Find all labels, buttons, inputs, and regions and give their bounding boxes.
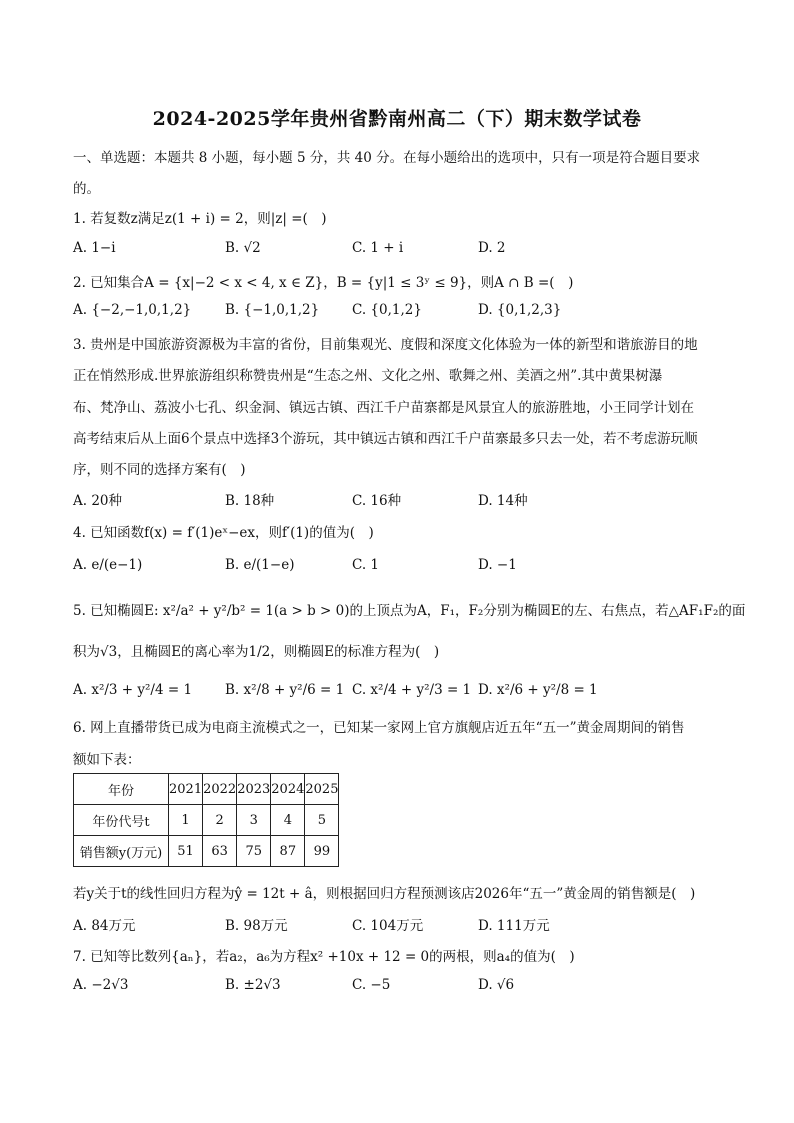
table-cell: 2 xyxy=(203,805,237,836)
table-cell: 3 xyxy=(237,805,271,836)
q7-option-c: C. −5 xyxy=(352,977,391,993)
q3-option-c: C. 16种 xyxy=(352,493,402,509)
q5-option-c: C. x²/4 + y²/3 = 1 xyxy=(352,682,472,698)
section-header-line1: 一、单选题：本题共 8 小题，每小题 5 分，共 40 分。在每小题给出的选项中，只有一项是符合题目要求 xyxy=(73,150,701,166)
q7-option-b: B. ±2√3 xyxy=(225,977,281,993)
q4-option-a: A. e/(e−1) xyxy=(73,557,143,573)
table-cell: 销售额y(万元) xyxy=(74,836,169,867)
page-title: 2024-2025学年贵州省黔南州高二（下）期末数学试卷 xyxy=(152,108,642,130)
q4-option-b: B. e/(1−e) xyxy=(225,557,295,573)
table-cell: 年份 xyxy=(74,774,169,805)
table-cell: 87 xyxy=(271,836,305,867)
q6-stem-after: 若y关于t的线性回归方程为ŷ = 12t + â，则根据回归方程预测该店2026年“五一”黄金周的销售额是( ) xyxy=(73,886,696,902)
table-cell: 75 xyxy=(237,836,271,867)
table-cell: 51 xyxy=(169,836,203,867)
table-cell: 5 xyxy=(305,805,339,836)
q6-option-b: B. 98万元 xyxy=(225,918,288,934)
q6-stem-line1: 6. 网上直播带货已成为电商主流模式之一，已知某一家网上官方旗舰店近五年“五一”黄金周期间的销售 xyxy=(73,720,685,736)
q3-stem-line2: 正在悄然形成.世界旅游组织称赞贵州是“生态之州、文化之州、歌舞之州、美酒之州”.其中黄果树瀑 xyxy=(73,368,663,384)
q6-option-d: D. 111万元 xyxy=(478,918,550,934)
q2-stem: 2. 已知集合A = {x|−2 < x < 4, x ∈ Z}，B = {y|1 ≤ 3ʸ ≤ 9}，则A ∩ B =( ) xyxy=(73,275,574,291)
table-cell: 1 xyxy=(169,805,203,836)
table-cell: 4 xyxy=(271,805,305,836)
q3-option-d: D. 14种 xyxy=(478,493,528,509)
q3-option-b: B. 18种 xyxy=(225,493,275,509)
table-cell: 2022 xyxy=(203,774,237,805)
q1-option-b: B. √2 xyxy=(225,240,261,256)
q6-option-c: C. 104万元 xyxy=(352,918,424,934)
section-header-line2: 的。 xyxy=(73,181,100,197)
table-cell: 年份代号t xyxy=(74,805,169,836)
table-cell: 2025 xyxy=(305,774,339,805)
q7-stem: 7. 已知等比数列{aₙ}，若a₂，a₆为方程x² +10x + 12 = 0的两根，则a₄的值为( ) xyxy=(73,949,575,965)
table-row xyxy=(74,805,339,836)
q3-stem-line1: 3. 贵州是中国旅游资源极为丰富的省份，目前集观光、度假和深度文化体验为一体的新型和谐旅游目的地 xyxy=(73,337,698,353)
q1-stem: 1. 若复数z满足z(1 + i) = 2，则|z| =( ) xyxy=(73,211,327,227)
q5-option-d: D. x²/6 + y²/8 = 1 xyxy=(478,682,598,698)
table-cell: 63 xyxy=(203,836,237,867)
q3-stem-line4: 高考结束后从上面6个景点中选择3个游玩，其中镇远古镇和西江千户苗寨最多只去一处，若不考虑游玩顺 xyxy=(73,431,698,447)
q1-option-a: A. 1−i xyxy=(73,240,116,256)
q2-option-c: C. {0,1,2} xyxy=(352,302,422,318)
q4-stem: 4. 已知函数f(x) = f′(1)eˣ−ex，则f′(1)的值为( ) xyxy=(73,525,374,541)
q5-stem-line1: 5. 已知椭圆E: x²/a² + y²/b² = 1(a > b > 0)的上顶点为A，F₁，F₂分别为椭圆E的左、右焦点，若△AF₁F₂的面 xyxy=(73,603,746,619)
q1-option-d: D. 2 xyxy=(478,240,506,256)
table-cell: 99 xyxy=(305,836,339,867)
table-cell: 2021 xyxy=(169,774,203,805)
q6-option-a: A. 84万元 xyxy=(73,918,136,934)
q6-stem-line2: 额如下表： xyxy=(73,752,141,768)
q3-stem-line3: 布、梵净山、荔波小七孔、织金洞、镇远古镇、西江千户苗寨都是风景宜人的旅游胜地，小王同学计划在 xyxy=(73,400,694,416)
table-row xyxy=(74,774,339,805)
q3-option-a: A. 20种 xyxy=(73,493,123,509)
q5-option-a: A. x²/3 + y²/4 = 1 xyxy=(73,682,193,698)
sales-table xyxy=(73,773,339,867)
q5-stem-line2: 积为√3，且椭圆E的离心率为1/2，则椭圆E的标准方程为( ) xyxy=(73,644,440,660)
q2-option-a: A. {−2,−1,0,1,2} xyxy=(73,302,192,318)
table-cell: 2024 xyxy=(271,774,305,805)
table-cell: 2023 xyxy=(237,774,271,805)
q2-option-d: D. {0,1,2,3} xyxy=(478,302,562,318)
q7-option-a: A. −2√3 xyxy=(73,977,129,993)
q7-option-d: D. √6 xyxy=(478,977,515,993)
q5-option-b: B. x²/8 + y²/6 = 1 xyxy=(225,682,345,698)
q3-stem-line5: 序，则不同的选择方案有( ) xyxy=(73,462,246,478)
q4-option-c: C. 1 xyxy=(352,557,380,573)
table-row xyxy=(74,836,339,867)
q2-option-b: B. {−1,0,1,2} xyxy=(225,302,320,318)
q4-option-d: D. −1 xyxy=(478,557,517,573)
q1-option-c: C. 1 + i xyxy=(352,240,404,256)
